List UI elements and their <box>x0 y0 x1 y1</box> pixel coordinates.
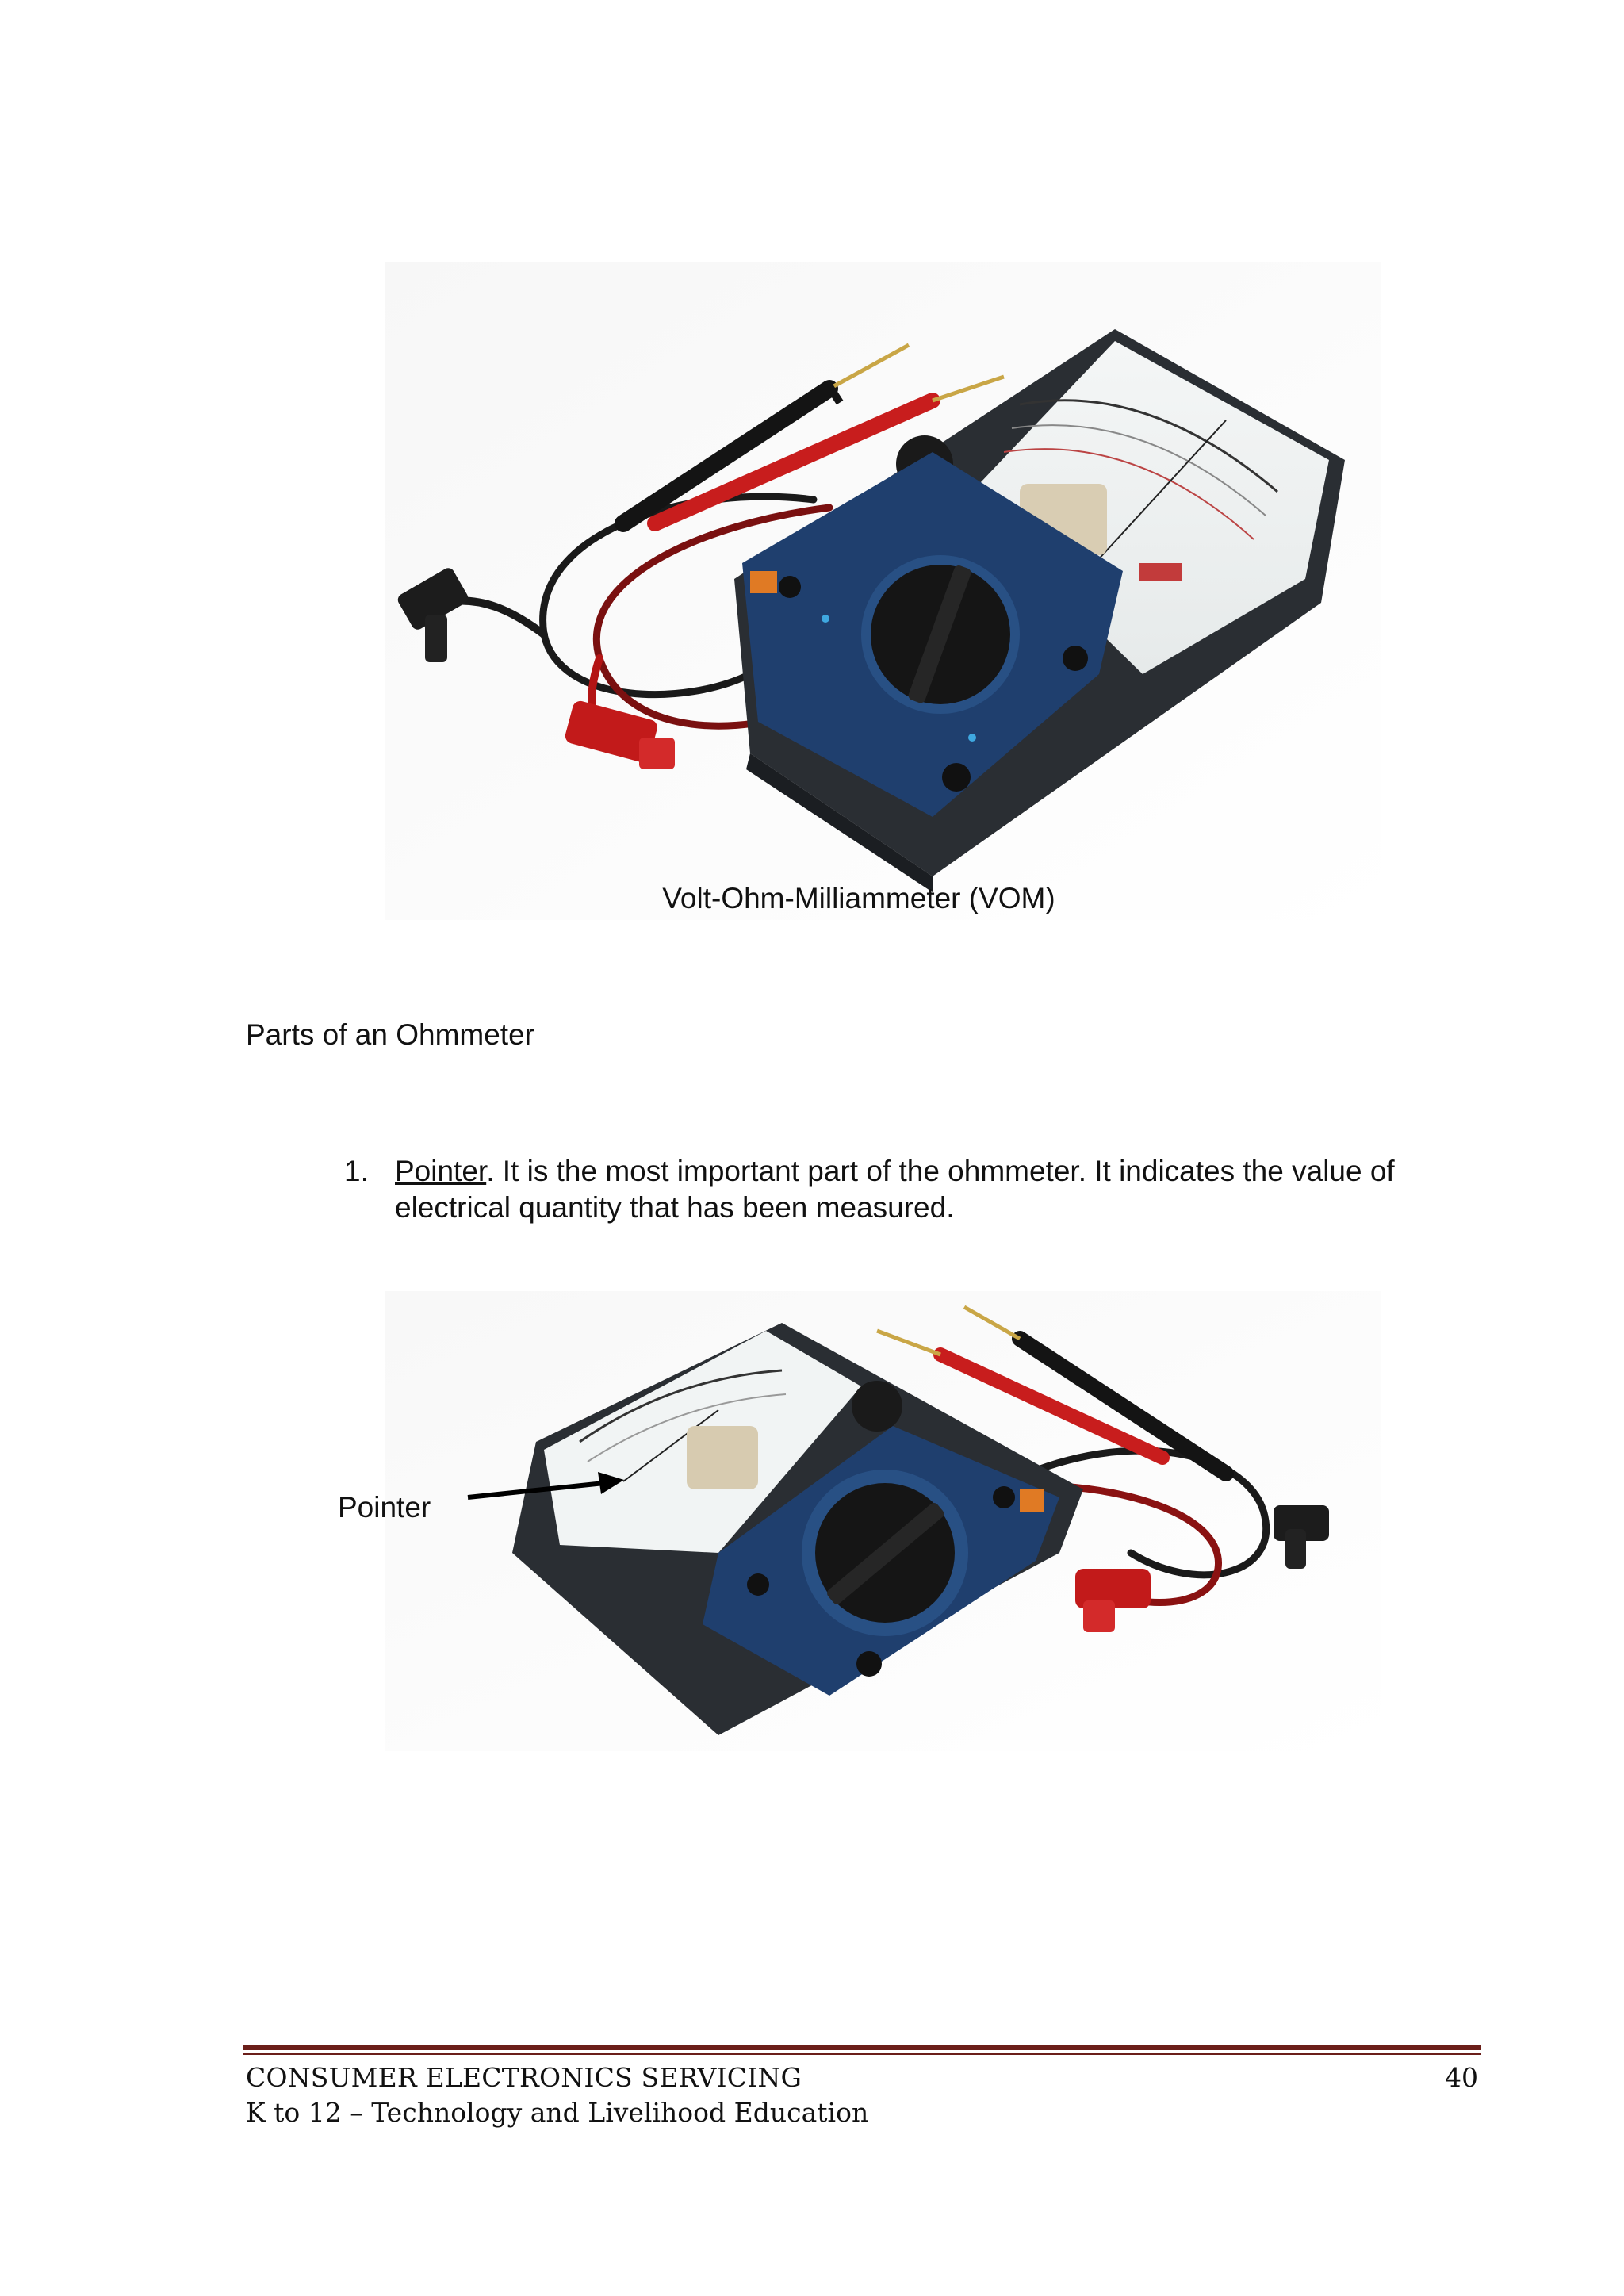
page-number: 40 <box>1445 2062 1478 2093</box>
footer-rule-thin <box>243 2053 1481 2055</box>
figure-caption: Volt-Ohm-Milliammeter (VOM) <box>662 882 1055 914</box>
vom-photo-pointer <box>385 1291 1381 1751</box>
vom-photo <box>385 262 1381 920</box>
callout-arrow-icon <box>462 1466 628 1505</box>
zero-adjust-knob <box>852 1381 902 1432</box>
section-heading: Parts of an Ohmmeter <box>246 1018 534 1051</box>
range-selector-knob <box>802 1470 968 1636</box>
footer-rule <box>243 2045 1481 2050</box>
footer-subtitle: K to 12 – Technology and Livelihood Education <box>246 2097 869 2128</box>
list-item-number: 1. <box>344 1155 369 1187</box>
list-item-term: Pointer <box>395 1155 487 1187</box>
range-selector-knob <box>861 555 1020 714</box>
footer-title: CONSUMER ELECTRONICS SERVICING <box>246 2062 802 2093</box>
list-item-body <box>395 1153 1505 1226</box>
list-item-text: . It is the most important part of the ohmmeter. It indicates the value of electrical quantity that has been measured. <box>395 1155 1395 1224</box>
pointer-callout-label: Pointer <box>338 1491 431 1524</box>
